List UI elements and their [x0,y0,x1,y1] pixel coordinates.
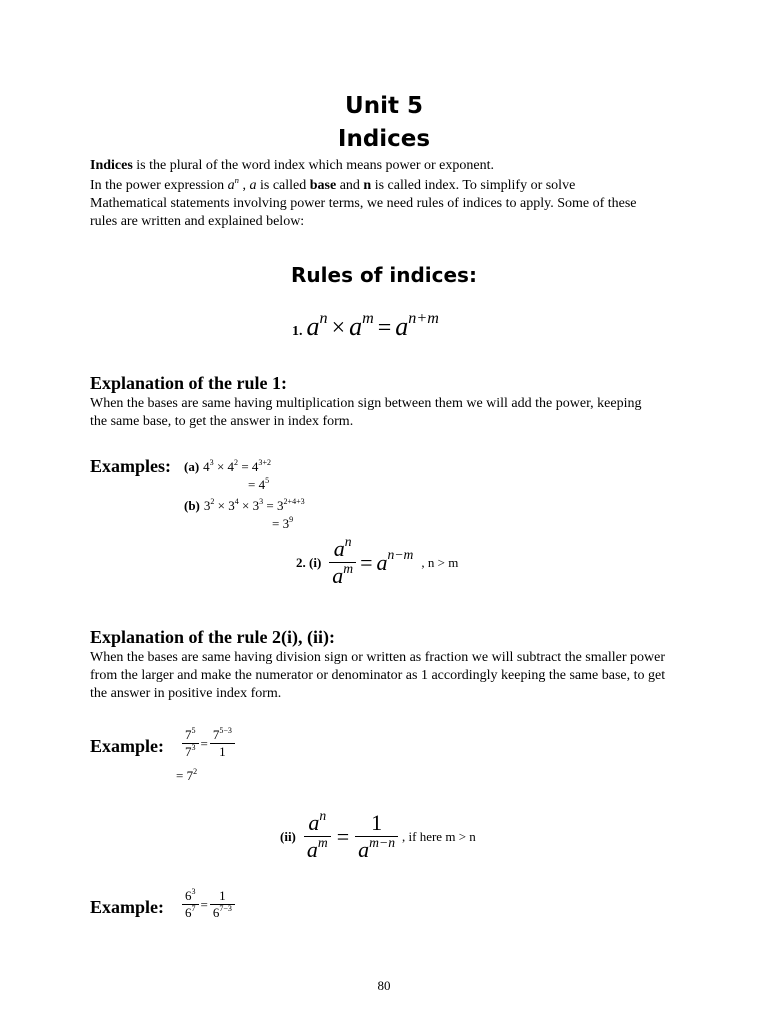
power-expression: $a^n$ [227,174,239,193]
intro-text: is called index. To simplify or solve Mathematical statements involving power terms, we need rules of indices to apply. Some of these rules are written and explained below: [90,178,637,229]
intro-text: , [238,178,250,193]
rule-2ii-formula: (ii) $\frac{a^n}{a^m}$ = $\frac{1}{a^{m-n}}$ , if here m > n [280,807,476,862]
examples-label: Examples: [90,456,171,476]
example-2-line-2: = $7^2$ [176,766,198,783]
equals-sign: = [377,315,392,341]
rule-number: (ii) [280,828,296,844]
example-b-line-1: (b) $3^2 \times 3^4 \times 3^3 = 3^{2+4+3}$ [184,496,305,513]
intro-text: and [336,178,364,193]
times-sign: × [331,315,346,341]
intro-text: is called [256,178,310,193]
page-number: 80 [377,978,391,993]
intro-text: is the plural of the word index which means power or exponent. [132,158,494,173]
topic-title: Indices [337,126,431,152]
example-a-line-1: (a) $4^3 \times 4^2 = 4^{3+2}$ [184,457,272,474]
example-b-line-2: = $3^9$ [272,514,294,531]
intro-paragraph-2 [90,174,650,231]
index-term: n [363,178,372,193]
condition-text: , if here m > n [402,828,476,844]
explanation-2-heading: Explanation of the rule 2(i), (ii): [90,627,335,647]
condition-text: , n > m [421,554,459,570]
example-a-line-2: = $4^5$ [248,475,270,492]
rule-number: 1. [292,324,303,339]
base-symbol: a [249,178,257,193]
example-label: Example: [90,736,164,756]
rules-heading: Rules of indices: [291,263,477,287]
unit-title: Unit 5 [345,93,423,119]
intro-paragraph-1 [90,157,650,175]
example-2-line-1: $\frac{7^5}{7^3}$ = $\frac{7^{5-3}}{1}$ [182,727,235,760]
explanation-1-text: When the bases are same having multiplication sign between them we will add the power, keeping the same base, to get the answer in index form. [90,396,642,429]
intro-bold-term: Indices [90,158,133,173]
base-term: base [309,178,337,193]
rule-number: 2. (i) [296,554,322,570]
rule-2i-formula: 2. (i) $\frac{a^n}{a^m}$ = $a^{n-m}$ , n > m [296,533,459,588]
example-3-line-1: $\frac{6^3}{6^7}$ = $\frac{1}{6^{7-3}}$ [182,888,235,921]
explanation-1-heading: Explanation of the rule 1: [90,373,288,393]
explanation-2-text: When the bases are same having division sign or written as fraction we will subtract the smaller power from the larger and make the numerator or denominator as 1 accordingly keeping the same base, to get the answer in positive index form. [90,650,666,701]
example-label: Example: [90,897,164,917]
rule-1-formula: 1. $a^n \times a^m = a^{n+m}$ [292,309,439,341]
intro-text: In the power expression [90,178,228,193]
